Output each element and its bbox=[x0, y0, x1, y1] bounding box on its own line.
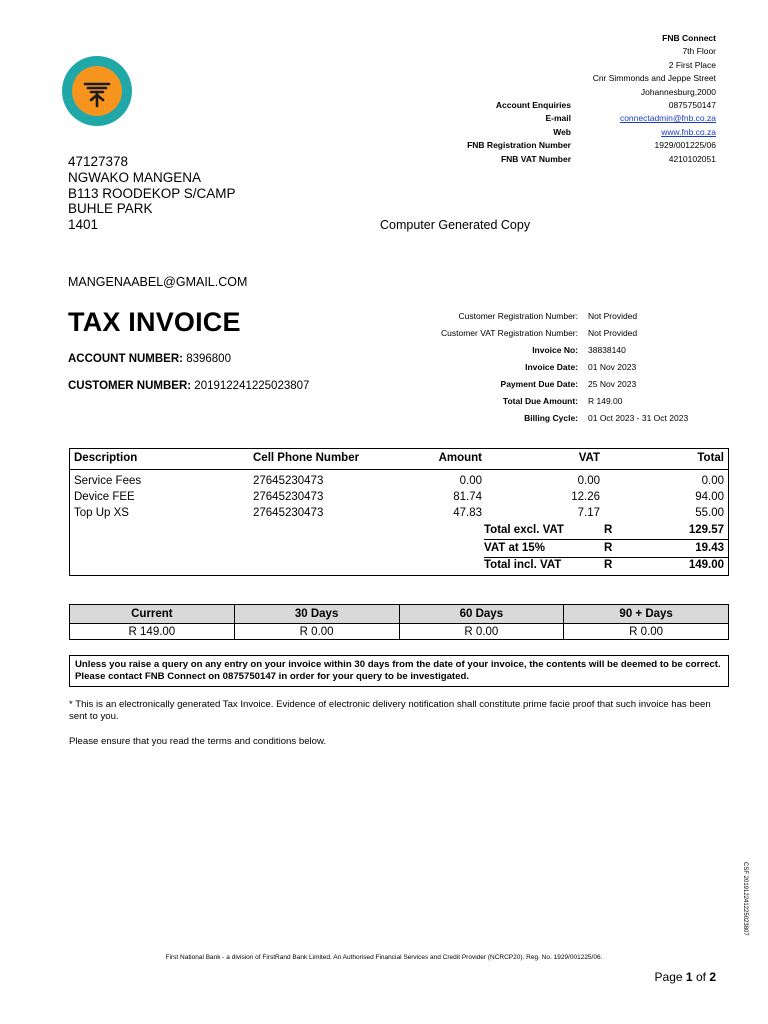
page-title: TAX INVOICE bbox=[68, 307, 241, 337]
summary-value: 149.00 bbox=[688, 559, 724, 571]
vat-number-value: 4210102051 bbox=[668, 153, 716, 164]
web-label: Web bbox=[553, 126, 571, 137]
summary-value: 129.57 bbox=[688, 524, 724, 536]
summary-label: Total excl. VAT bbox=[484, 524, 564, 536]
row-total: 94.00 bbox=[695, 491, 724, 503]
aging-value: R 0.00 bbox=[399, 624, 564, 640]
company-address-line: 7th Floor bbox=[682, 46, 716, 57]
summary-label: Total incl. VAT bbox=[484, 559, 562, 571]
table-row bbox=[70, 507, 728, 524]
customer-number bbox=[68, 380, 309, 392]
registration-label: FNB Registration Number bbox=[467, 140, 571, 151]
customer-address bbox=[68, 154, 236, 233]
customer-number-value: 201912241225023807 bbox=[194, 380, 310, 392]
row-description: Device FEE bbox=[74, 491, 135, 503]
table-row bbox=[70, 491, 728, 508]
company-address-line: Cnr Simmonds and Jeppe Street bbox=[592, 73, 716, 84]
header-total: Total bbox=[697, 452, 724, 464]
meta-value: 38838140 bbox=[588, 345, 626, 355]
summary-currency: R bbox=[604, 524, 613, 536]
page-current: 1 bbox=[685, 970, 693, 984]
email-link[interactable]: connectadmin@fnb.co.za bbox=[619, 113, 716, 124]
address-line: 47127378 bbox=[68, 154, 129, 169]
page-number bbox=[655, 970, 716, 984]
address-line: NGWAKO MANGENA bbox=[68, 169, 202, 185]
row-total: 55.00 bbox=[695, 507, 724, 519]
meta-value: R 149.00 bbox=[588, 396, 623, 406]
header-cell: Cell Phone Number bbox=[253, 452, 360, 464]
meta-value: 01 Oct 2023 - 31 Oct 2023 bbox=[588, 413, 689, 423]
summary-divider bbox=[484, 539, 729, 540]
company-address-line: Johannesburg,2000 bbox=[640, 86, 716, 97]
account-number bbox=[68, 353, 231, 365]
aging-header: 30 Days bbox=[234, 605, 399, 624]
vat-number-label: FNB VAT Number bbox=[500, 153, 571, 164]
meta-label: Invoice No: bbox=[532, 345, 578, 355]
aging-value: R 0.00 bbox=[564, 624, 729, 640]
meta-value: Not Provided bbox=[588, 328, 638, 338]
summary-currency: R bbox=[604, 542, 613, 554]
row-amount: 81.74 bbox=[453, 491, 482, 503]
computer-generated-label: Computer Generated Copy bbox=[380, 218, 531, 232]
electronic-invoice-note: * This is an electronically generated Tax Invoice. Evidence of electronic delivery notification shall constitute prime facie proof that such invoice has been sent to you. bbox=[69, 699, 711, 722]
meta-label: Invoice Date: bbox=[525, 362, 578, 372]
summary-label: VAT at 15% bbox=[484, 542, 545, 554]
row-total: 0.00 bbox=[701, 475, 724, 487]
account-number-value: 8396800 bbox=[186, 353, 231, 365]
aging-value: R 0.00 bbox=[234, 624, 399, 640]
aging-header: 60 Days bbox=[399, 605, 564, 624]
charges-table bbox=[69, 448, 729, 576]
enquiries-value: 0875750147 bbox=[668, 100, 716, 111]
row-cell: 27645230473 bbox=[253, 491, 324, 503]
row-cell: 27645230473 bbox=[253, 475, 324, 487]
meta-value: 25 Nov 2023 bbox=[588, 379, 637, 389]
side-reference-code: CSF 201912241225023807 bbox=[742, 862, 748, 936]
row-vat: 7.17 bbox=[577, 507, 600, 519]
page-total: 2 bbox=[709, 970, 716, 984]
aging-header-row bbox=[70, 605, 729, 624]
meta-value: 01 Nov 2023 bbox=[588, 362, 637, 372]
meta-label: Total Due Amount: bbox=[502, 396, 578, 406]
aging-header: 90 + Days bbox=[564, 605, 729, 624]
customer-email: MANGENAABEL@GMAIL.COM bbox=[68, 275, 248, 289]
terms-note: Please ensure that you read the terms and conditions below. bbox=[69, 736, 327, 747]
row-amount: 0.00 bbox=[459, 475, 482, 487]
table-header bbox=[70, 449, 728, 470]
aging-table bbox=[69, 604, 729, 640]
header-vat: VAT bbox=[578, 452, 600, 464]
page-prefix: Page bbox=[654, 970, 683, 984]
summary-currency: R bbox=[604, 559, 613, 571]
meta-label: Customer VAT Registration Number: bbox=[441, 328, 578, 338]
company-address-line: 2 First Place bbox=[668, 59, 716, 70]
meta-label: Customer Registration Number: bbox=[458, 311, 578, 321]
row-vat: 0.00 bbox=[577, 475, 600, 487]
tree-icon bbox=[72, 66, 122, 116]
summary-value: 19.43 bbox=[695, 542, 724, 554]
row-amount: 47.83 bbox=[453, 507, 482, 519]
web-link[interactable]: www.fnb.co.za bbox=[661, 126, 716, 137]
row-description: Top Up XS bbox=[74, 507, 129, 519]
header-description: Description bbox=[74, 452, 138, 464]
address-line: 1401 bbox=[68, 217, 99, 233]
address-line: BUHLE PARK bbox=[68, 201, 153, 217]
query-notice: Unless you raise a query on any entry on your invoice within 30 days from the date of your invoice, the contents will be deemed to be correct. Please contact FNB Connect on 0875750147 in order for your query to be investigated. bbox=[69, 655, 729, 687]
aging-header: Current bbox=[70, 605, 235, 624]
registration-value: 1929/001225/06 bbox=[654, 140, 716, 151]
account-number-label: ACCOUNT NUMBER: bbox=[68, 353, 183, 365]
meta-value: Not Provided bbox=[588, 311, 638, 321]
aging-value-row bbox=[70, 624, 729, 640]
summary-divider bbox=[484, 557, 729, 558]
company-info bbox=[386, 32, 716, 166]
aging-value: R 149.00 bbox=[70, 624, 235, 640]
row-vat: 12.26 bbox=[571, 491, 600, 503]
enquiries-label: Account Enquiries bbox=[495, 100, 571, 111]
footer-legal: First National Bank - a division of FirstRand Bank Limited. An Authorised Financial Services and Credit Provider (NCRCP20). Reg. No. 1929/001225/06. bbox=[165, 954, 603, 961]
meta-label: Payment Due Date: bbox=[500, 379, 578, 389]
invoice-meta bbox=[380, 308, 688, 427]
email-label: E-mail bbox=[545, 113, 571, 124]
page-of: of bbox=[695, 970, 706, 984]
company-name: FNB Connect bbox=[662, 33, 716, 43]
customer-number-label: CUSTOMER NUMBER: bbox=[68, 380, 192, 392]
meta-label: Billing Cycle: bbox=[524, 413, 578, 423]
header-amount: Amount bbox=[438, 452, 482, 464]
address-line: B113 ROODEKOP S/CAMP bbox=[68, 185, 236, 201]
row-description: Service Fees bbox=[74, 475, 142, 487]
table-row bbox=[70, 475, 728, 492]
fnb-logo bbox=[62, 56, 132, 126]
row-cell: 27645230473 bbox=[253, 507, 324, 519]
